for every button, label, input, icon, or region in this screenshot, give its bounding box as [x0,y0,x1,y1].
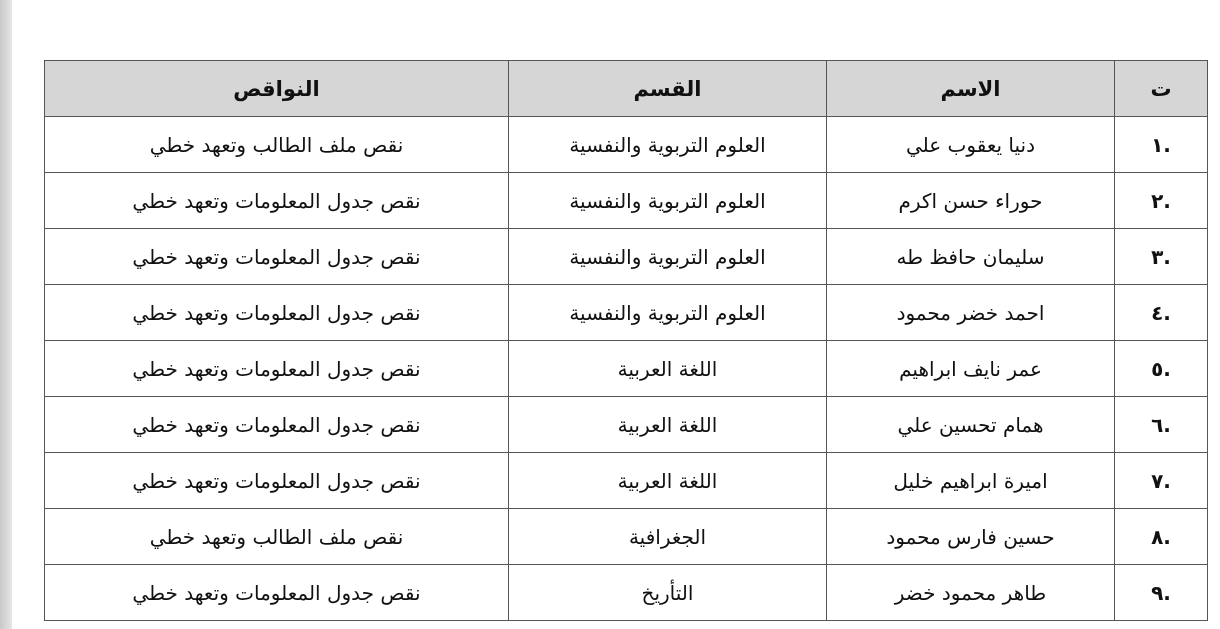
row-number: .٤ [1115,285,1208,341]
table-row [45,509,1208,565]
department: التأريخ [509,565,827,621]
document-page [12,0,1220,629]
department: اللغة العربية [509,341,827,397]
table-row [45,229,1208,285]
student-name: اميرة ابراهيم خليل [827,453,1115,509]
table-header-row [45,61,1208,117]
table-row [45,565,1208,621]
missing-items: نقص جدول المعلومات وتعهد خطي [45,397,509,453]
page-edge-shadow [0,0,12,629]
row-number: .٣ [1115,229,1208,285]
row-number: .٥ [1115,341,1208,397]
table-row [45,453,1208,509]
row-number: .٦ [1115,397,1208,453]
header-department: القسم [509,61,827,117]
row-number: .١ [1115,117,1208,173]
row-number: .٩ [1115,565,1208,621]
department: اللغة العربية [509,397,827,453]
student-name: حوراء حسن اكرم [827,173,1115,229]
department: العلوم التربوية والنفسية [509,229,827,285]
student-name: طاهر محمود خضر [827,565,1115,621]
row-number: .٢ [1115,173,1208,229]
table-row [45,285,1208,341]
missing-items: نقص جدول المعلومات وتعهد خطي [45,341,509,397]
table-row [45,397,1208,453]
missing-items: نقص ملف الطالب وتعهد خطي [45,117,509,173]
student-name: همام تحسين علي [827,397,1115,453]
student-name: سليمان حافظ طه [827,229,1115,285]
missing-items: نقص جدول المعلومات وتعهد خطي [45,453,509,509]
row-number: .٨ [1115,509,1208,565]
student-name: حسين فارس محمود [827,509,1115,565]
student-name: عمر نايف ابراهيم [827,341,1115,397]
missing-items: نقص جدول المعلومات وتعهد خطي [45,229,509,285]
student-name: احمد خضر محمود [827,285,1115,341]
table-row [45,173,1208,229]
table-row [45,117,1208,173]
department: العلوم التربوية والنفسية [509,285,827,341]
students-missing-documents-table [44,60,1208,621]
department: الجغرافية [509,509,827,565]
header-name: الاسم [827,61,1115,117]
table-row [45,341,1208,397]
student-name: دنيا يعقوب علي [827,117,1115,173]
missing-items: نقص ملف الطالب وتعهد خطي [45,509,509,565]
header-missing: النواقص [45,61,509,117]
department: العلوم التربوية والنفسية [509,117,827,173]
department: اللغة العربية [509,453,827,509]
missing-items: نقص جدول المعلومات وتعهد خطي [45,565,509,621]
department: العلوم التربوية والنفسية [509,173,827,229]
header-number: ت [1115,61,1208,117]
row-number: .٧ [1115,453,1208,509]
missing-items: نقص جدول المعلومات وتعهد خطي [45,173,509,229]
missing-items: نقص جدول المعلومات وتعهد خطي [45,285,509,341]
